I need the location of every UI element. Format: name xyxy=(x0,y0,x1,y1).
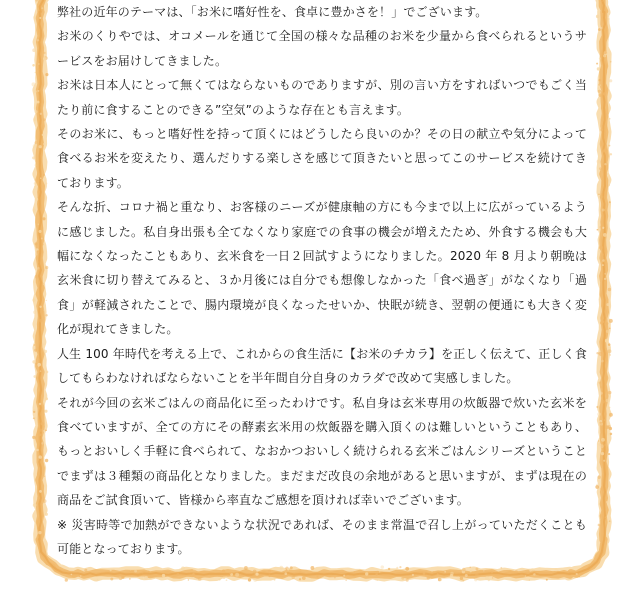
border-speckle xyxy=(45,266,48,269)
border-speckle xyxy=(35,417,37,419)
border-speckle xyxy=(290,566,293,569)
border-speckle xyxy=(401,577,404,580)
border-speckle xyxy=(607,347,610,350)
border-speckle xyxy=(37,250,39,252)
border-speckle xyxy=(606,501,608,503)
border-speckle xyxy=(598,193,600,195)
border-speckle xyxy=(610,153,612,155)
border-speckle xyxy=(253,578,257,582)
border-speckle xyxy=(604,273,606,275)
border-speckle xyxy=(34,349,37,352)
border-speckle xyxy=(533,573,536,576)
border-speckle xyxy=(41,442,44,445)
border-speckle xyxy=(606,330,609,333)
border-speckle xyxy=(37,267,40,270)
border-speckle xyxy=(38,223,40,225)
border-speckle xyxy=(36,449,39,452)
message-body xyxy=(57,0,587,561)
border-speckle xyxy=(474,578,477,581)
border-speckle xyxy=(605,516,607,518)
border-speckle xyxy=(599,246,603,250)
border-speckle xyxy=(578,576,580,578)
paragraph-service: お米のくりやでは、オコメールを通じて全国の様々な品種のお米を少量から食べられるというサービスをお届けしてきました。 xyxy=(57,29,587,68)
border-speckle xyxy=(457,576,459,578)
border-speckle xyxy=(375,578,377,580)
border-speckle xyxy=(44,410,47,413)
border-speckle xyxy=(602,264,604,266)
border-speckle xyxy=(599,250,601,252)
border-speckle xyxy=(110,578,113,581)
border-speckle xyxy=(546,579,548,581)
border-speckle xyxy=(515,570,518,573)
border-speckle xyxy=(601,0,603,2)
border-speckle xyxy=(38,427,40,429)
border-speckle xyxy=(43,174,45,176)
border-speckle xyxy=(376,579,378,581)
border-speckle xyxy=(42,134,44,136)
border-speckle xyxy=(235,573,239,577)
border-speckle xyxy=(483,570,485,572)
border-speckle xyxy=(43,284,45,286)
border-speckle xyxy=(346,580,347,581)
border-speckle xyxy=(602,321,604,323)
border-speckle xyxy=(188,579,189,580)
border-speckle xyxy=(284,572,287,575)
border-speckle xyxy=(596,406,598,408)
border-speckle xyxy=(525,575,526,576)
border-speckle xyxy=(600,392,603,395)
border-speckle xyxy=(35,275,38,278)
border-speckle xyxy=(39,103,40,104)
border-speckle xyxy=(405,567,409,571)
border-speckle xyxy=(604,163,606,165)
border-speckle xyxy=(33,299,36,302)
border-speckle xyxy=(222,569,226,573)
border-speckle xyxy=(608,18,610,20)
border-speckle xyxy=(142,572,144,574)
border-speckle xyxy=(604,444,606,446)
border-speckle xyxy=(396,567,398,569)
border-speckle xyxy=(32,436,35,439)
border-speckle xyxy=(610,433,613,436)
border-speckle xyxy=(603,54,606,57)
border-speckle xyxy=(602,209,605,212)
border-speckle xyxy=(40,370,42,372)
border-speckle xyxy=(35,198,38,201)
border-speckle xyxy=(299,578,301,580)
border-speckle xyxy=(43,438,46,441)
border-speckle xyxy=(34,90,37,93)
border-speckle xyxy=(598,524,601,527)
border-speckle xyxy=(598,84,600,86)
border-speckle xyxy=(603,92,606,95)
border-speckle xyxy=(148,571,150,573)
border-speckle xyxy=(343,575,345,577)
border-speckle xyxy=(37,101,40,104)
border-speckle xyxy=(41,238,43,240)
border-speckle xyxy=(470,567,471,568)
border-speckle xyxy=(598,90,601,93)
border-speckle xyxy=(39,455,43,459)
border-speckle xyxy=(596,15,600,19)
border-speckle xyxy=(35,110,38,113)
border-speckle xyxy=(268,575,271,578)
border-speckle xyxy=(600,422,602,424)
border-speckle xyxy=(597,67,600,70)
border-speckle xyxy=(122,576,125,579)
border-speckle xyxy=(599,382,601,384)
border-speckle xyxy=(291,576,294,579)
border-speckle xyxy=(609,118,611,120)
border-speckle xyxy=(244,566,248,570)
border-speckle xyxy=(35,363,37,365)
border-speckle xyxy=(608,343,611,346)
border-speckle xyxy=(40,113,42,115)
border-speckle xyxy=(310,566,314,570)
border-speckle xyxy=(608,406,610,408)
border-speckle xyxy=(43,343,45,345)
border-speckle xyxy=(177,573,180,576)
border-speckle xyxy=(609,520,611,522)
border-speckle xyxy=(608,349,612,353)
border-speckle xyxy=(35,242,38,245)
paragraph-preference: そのお米に、もっと嗜好性を持って頂くにはどうしたら良いのか？その日の献立や気分によって食べるお米を変えたり、選んだりする楽しさを感じて頂きたいと思ってこのサービスを続けてきております。 xyxy=(57,127,587,190)
border-speckle xyxy=(492,577,494,579)
border-speckle xyxy=(34,344,36,346)
border-speckle xyxy=(32,360,35,363)
border-speckle xyxy=(437,573,439,575)
border-speckle xyxy=(597,160,601,164)
border-speckle xyxy=(597,475,601,479)
border-speckle xyxy=(601,438,605,442)
border-speckle xyxy=(598,93,602,97)
border-speckle xyxy=(144,576,148,580)
border-speckle xyxy=(425,575,426,576)
border-speckle xyxy=(600,355,601,356)
border-speckle xyxy=(33,117,36,120)
border-speckle xyxy=(41,7,43,9)
border-speckle xyxy=(599,298,601,300)
border-speckle xyxy=(601,253,604,256)
border-speckle xyxy=(606,322,609,325)
border-speckle xyxy=(450,572,453,575)
border-speckle xyxy=(45,73,48,76)
border-speckle xyxy=(399,566,401,568)
border-speckle xyxy=(39,429,42,432)
border-speckle xyxy=(609,184,610,185)
border-speckle xyxy=(268,570,272,574)
border-speckle xyxy=(500,567,502,569)
border-speckle xyxy=(37,39,39,41)
border-speckle xyxy=(603,460,605,462)
border-speckle xyxy=(610,354,611,355)
border-speckle xyxy=(608,453,610,455)
border-speckle xyxy=(84,569,87,572)
paragraph-corona-brown-rice: そんな折、コロナ禍と重なり、お客様のニーズが健康軸の方にも今まで以上に広がっているように感じました。私自身出張も全てなくなり家庭での食事の機会が増えたため、外食する機会も大幅になくなったこともあり、玄米食を一日２回試すようになりました。2020 年 8 月より朝晩は玄米食に切り替えてみると、３か月後には自分でも想像しなかった「食べ過ぎ」がなくなり「過食」が軽減されたことで、腸内環境が良くなったせいか、快眠が続き、翌朝の便通にも大きく変化が現れてきました。 xyxy=(57,200,587,337)
border-speckle xyxy=(609,328,611,330)
paragraph-100-year-life: 人生 100 年時代を考える上で、これからの食生活に【お米のチカラ】を正しく伝えて、正しく食してもらわなければならないことを半年間自分自身のカラダで改めて実感しました。 xyxy=(57,346,587,386)
border-speckle xyxy=(608,391,611,394)
border-speckle xyxy=(44,403,46,405)
border-speckle xyxy=(45,183,47,185)
border-speckle xyxy=(608,288,611,291)
border-speckle xyxy=(375,573,378,576)
border-speckle xyxy=(597,87,599,89)
border-speckle xyxy=(600,195,604,199)
border-speckle xyxy=(600,488,603,491)
border-speckle xyxy=(181,567,185,571)
border-speckle xyxy=(491,571,493,573)
border-speckle xyxy=(45,397,48,400)
border-speckle xyxy=(599,57,601,59)
border-speckle xyxy=(609,13,610,14)
border-speckle xyxy=(529,579,530,580)
border-speckle xyxy=(600,27,602,29)
border-speckle xyxy=(462,568,465,571)
border-speckle xyxy=(423,572,426,575)
border-speckle xyxy=(119,577,122,580)
border-speckle xyxy=(406,579,409,582)
border-speckle xyxy=(576,573,578,575)
border-speckle xyxy=(444,571,446,573)
border-speckle xyxy=(45,314,47,316)
border-speckle xyxy=(45,513,48,516)
border-speckle xyxy=(470,570,472,572)
border-speckle xyxy=(223,577,225,579)
border-speckle xyxy=(42,244,44,246)
border-speckle xyxy=(316,575,318,577)
border-speckle xyxy=(46,300,47,301)
border-speckle xyxy=(32,48,36,52)
border-speckle xyxy=(110,569,112,571)
border-speckle xyxy=(33,503,37,507)
border-speckle xyxy=(609,319,613,323)
border-speckle xyxy=(42,217,45,220)
border-speckle xyxy=(33,16,36,19)
border-speckle xyxy=(603,233,607,237)
border-speckle xyxy=(604,419,606,421)
border-speckle xyxy=(465,574,468,577)
paragraph-rice-as-air: お米は日本人にとって無くてはならないものでありますが、別の言い方をすればいつでもごく当たり前に食することのできる”空気”のような存在とも言えます。 xyxy=(57,78,587,117)
border-speckle xyxy=(36,475,37,476)
border-speckle xyxy=(599,352,603,356)
border-speckle xyxy=(595,485,599,489)
border-speckle xyxy=(462,580,464,582)
border-speckle xyxy=(34,182,37,185)
border-speckle xyxy=(39,490,42,493)
border-speckle xyxy=(192,573,195,576)
border-speckle xyxy=(599,520,603,524)
border-speckle xyxy=(601,400,605,404)
border-speckle xyxy=(531,568,534,571)
border-speckle xyxy=(460,577,463,580)
border-speckle xyxy=(71,574,73,576)
border-speckle xyxy=(274,579,276,581)
border-speckle xyxy=(33,144,37,148)
border-speckle xyxy=(129,578,131,580)
border-speckle xyxy=(602,149,605,152)
border-speckle xyxy=(45,429,47,431)
border-speckle xyxy=(580,573,582,575)
border-speckle xyxy=(388,568,390,570)
paragraph-theme: 弊社の近年のテーマは、「お米に嗜好性を、食卓に豊かさを！」でございます。 xyxy=(57,5,488,19)
border-speckle xyxy=(43,309,45,311)
border-speckle xyxy=(601,360,604,363)
border-speckle xyxy=(280,566,283,569)
border-speckle xyxy=(218,578,220,580)
border-speckle xyxy=(34,141,37,144)
border-speckle xyxy=(605,425,609,429)
border-speckle xyxy=(600,128,603,131)
border-speckle xyxy=(97,579,98,580)
border-speckle xyxy=(254,573,256,575)
border-speckle xyxy=(39,434,42,437)
border-speckle xyxy=(609,413,613,417)
border-speckle xyxy=(604,51,607,54)
border-speckle xyxy=(555,568,558,571)
border-speckle xyxy=(365,572,368,575)
border-speckle xyxy=(43,499,47,503)
border-speckle xyxy=(607,433,610,436)
border-speckle xyxy=(43,430,45,432)
border-speckle xyxy=(599,167,602,170)
border-speckle xyxy=(34,212,36,214)
border-speckle xyxy=(606,399,610,403)
border-speckle xyxy=(41,59,42,60)
border-speckle xyxy=(37,90,39,92)
border-speckle xyxy=(600,444,604,448)
border-speckle xyxy=(469,572,471,574)
border-speckle xyxy=(610,61,612,63)
border-speckle xyxy=(439,578,442,581)
border-speckle xyxy=(130,569,131,570)
border-speckle xyxy=(229,572,231,574)
border-speckle xyxy=(32,82,36,86)
border-speckle xyxy=(37,261,39,263)
border-speckle xyxy=(604,278,606,280)
border-speckle xyxy=(601,452,604,455)
border-speckle xyxy=(39,319,43,323)
border-speckle xyxy=(39,230,42,233)
border-speckle xyxy=(609,201,611,203)
border-speckle xyxy=(433,571,435,573)
border-speckle xyxy=(39,403,41,405)
border-speckle xyxy=(600,226,603,229)
border-speckle xyxy=(33,209,36,212)
border-speckle xyxy=(46,371,49,374)
border-speckle xyxy=(248,578,251,581)
border-speckle xyxy=(600,386,602,388)
border-speckle xyxy=(567,570,569,572)
border-speckle xyxy=(38,63,40,65)
border-speckle xyxy=(412,574,414,576)
border-speckle xyxy=(608,145,610,147)
border-speckle xyxy=(80,575,82,577)
border-speckle xyxy=(605,74,606,75)
border-speckle xyxy=(35,253,37,255)
border-speckle xyxy=(32,64,35,67)
border-speckle xyxy=(35,164,37,166)
border-speckle xyxy=(597,412,601,416)
border-speckle xyxy=(43,52,45,54)
border-speckle xyxy=(600,514,603,517)
border-speckle xyxy=(598,440,599,441)
border-speckle xyxy=(32,156,35,159)
border-speckle xyxy=(287,568,289,570)
border-speckle xyxy=(606,303,609,306)
border-speckle xyxy=(597,229,599,231)
border-speckle xyxy=(198,577,202,581)
border-speckle xyxy=(139,576,143,580)
border-speckle xyxy=(604,132,606,134)
border-speckle xyxy=(34,185,35,186)
paragraph-disaster-note: ※ 災害時等で加熱ができないような状況であれば、そのまま常温で召し上がっていただくことも可能となっております。 xyxy=(57,517,587,556)
border-speckle xyxy=(33,375,36,378)
border-speckle xyxy=(33,417,35,419)
border-speckle xyxy=(38,531,41,534)
border-speckle xyxy=(37,363,41,367)
border-speckle xyxy=(334,577,336,579)
border-speckle xyxy=(476,568,479,571)
border-speckle xyxy=(44,476,45,477)
border-speckle xyxy=(605,339,609,343)
border-speckle xyxy=(44,424,47,427)
border-speckle xyxy=(37,356,39,358)
border-speckle xyxy=(43,143,45,145)
border-speckle xyxy=(43,118,46,121)
border-speckle xyxy=(134,570,137,573)
border-speckle xyxy=(39,145,42,148)
border-speckle xyxy=(39,306,41,308)
border-speckle xyxy=(596,63,598,65)
border-speckle xyxy=(162,574,165,577)
border-speckle xyxy=(40,178,41,179)
border-speckle xyxy=(596,352,598,354)
border-speckle xyxy=(35,72,36,73)
border-speckle xyxy=(599,79,602,82)
border-speckle xyxy=(45,459,48,462)
border-speckle xyxy=(381,565,385,569)
border-speckle xyxy=(379,571,381,573)
border-speckle xyxy=(604,260,607,263)
border-speckle xyxy=(193,568,195,570)
border-speckle xyxy=(253,570,257,574)
border-speckle xyxy=(39,17,41,19)
border-speckle xyxy=(609,79,612,82)
border-speckle xyxy=(475,573,479,577)
border-speckle xyxy=(488,579,490,581)
border-speckle xyxy=(427,576,430,579)
border-speckle xyxy=(226,579,228,581)
border-speckle xyxy=(354,572,355,573)
border-speckle xyxy=(44,350,47,353)
border-speckle xyxy=(33,310,37,314)
paragraph-product-launch: それが今回の玄米ごはんの商品化に至ったわけです。私自身は玄米専用の炊飯器で炊いた玄米を食べていますが、全ての方にその酵素玄米用の炊飯器を購入頂くのは難しいということもあり、もっとおいしく手軽に食べられて、なおかつおいしく続けられる玄米ごはんシリーズということでまずは３種類の商品化となりました。まだまだ改良の余地があると思いますが、まずは現在の商品をご試食頂いて、皆様から率直なご感想を頂ければ幸いでございます。 xyxy=(57,395,587,508)
border-speckle xyxy=(38,68,40,70)
border-speckle xyxy=(33,411,35,413)
border-speckle xyxy=(65,578,68,581)
border-speckle xyxy=(41,422,44,425)
border-speckle xyxy=(302,576,306,580)
border-speckle xyxy=(43,57,46,60)
